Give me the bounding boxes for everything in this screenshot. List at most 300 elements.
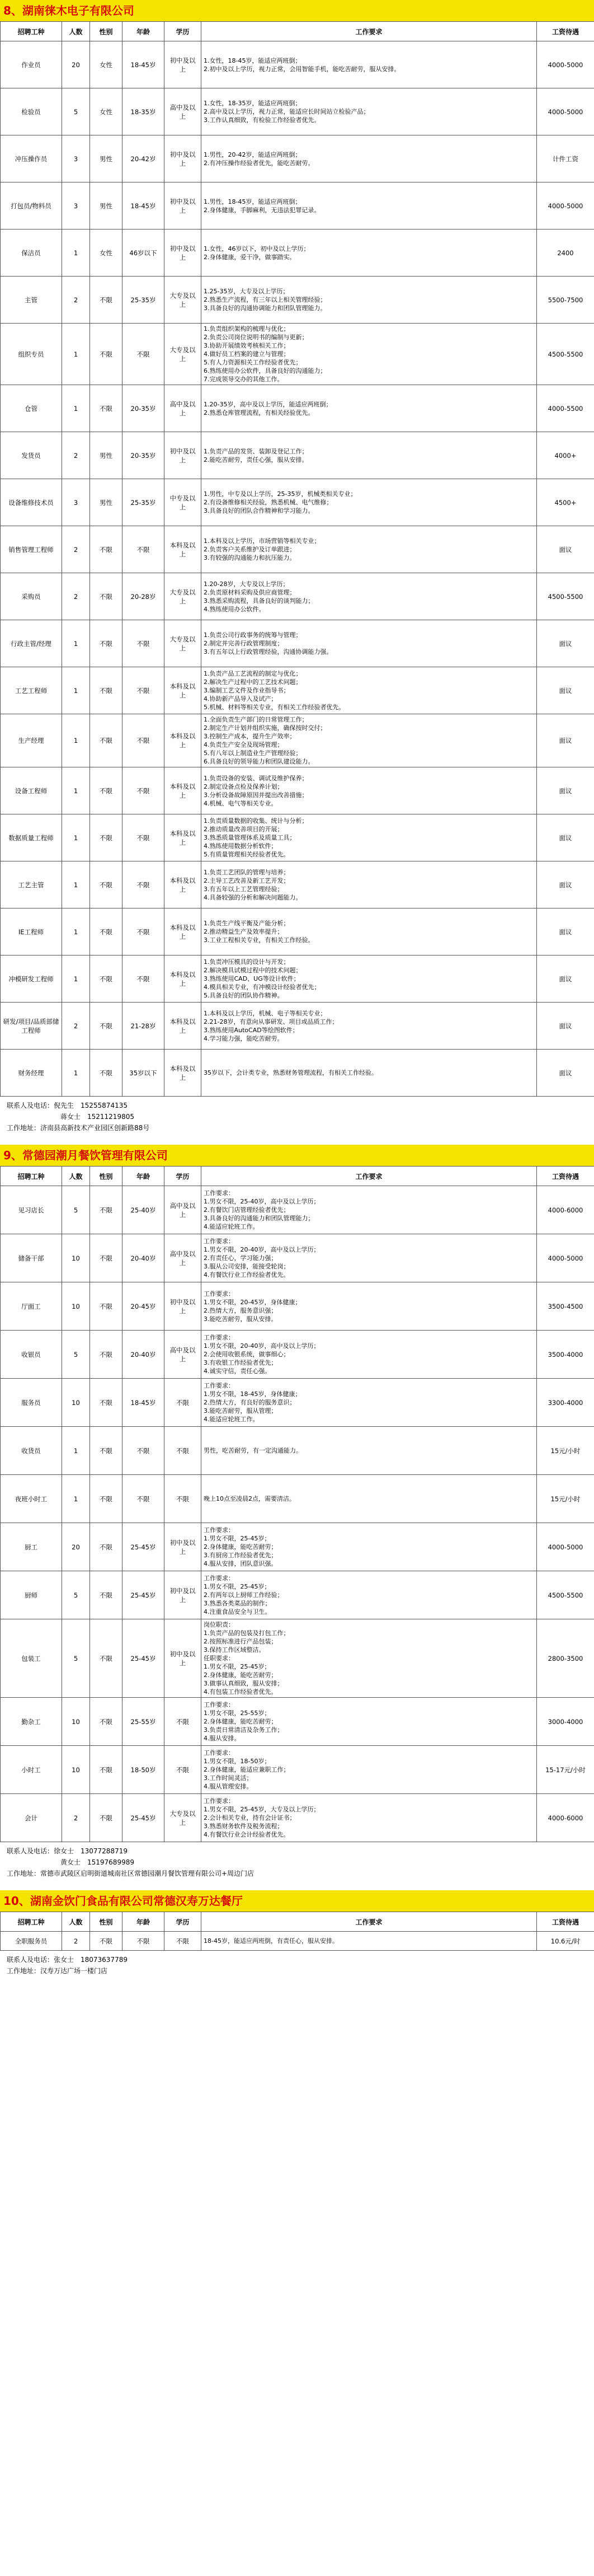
job-title-cell: 销售管理工程师 (1, 526, 62, 573)
headcount-cell: 1 (62, 956, 90, 1003)
education-cell: 初中及以上 (164, 135, 201, 182)
job-title-cell: 冲压操作员 (1, 135, 62, 182)
gender-cell: 不限 (90, 1475, 122, 1523)
salary-cell: 4500-5500 (537, 324, 594, 385)
education-cell: 初中及以上 (164, 1523, 201, 1571)
age-cell: 25-55岁 (122, 1698, 164, 1746)
job-title-cell: 采购员 (1, 573, 62, 620)
job-title-cell: 全职服务员 (1, 1932, 62, 1951)
job-title-cell: 工艺主管 (1, 861, 62, 908)
salary-cell: 4500-5500 (537, 1571, 594, 1619)
salary-cell: 4500+ (537, 479, 594, 526)
contact-info-9: 联系人及电话：徐女士 13077288719 黄女士 15197689989 工作地址：常德市武陵区启明街道城南社区常德园潮月餐饮管理有限公司+周边门店 (7, 1847, 254, 1877)
column-header: 性别 (90, 1167, 122, 1186)
table-header-row (1, 1167, 594, 1186)
job-title-cell: 主管 (1, 277, 62, 324)
requirements-cell: 18-45岁，能适应两班倒，有责任心，服从安排。 (201, 1932, 537, 1951)
table-row (1, 1427, 594, 1475)
requirements-cell: 工作要求： 1.男女不限，25-45岁，大专及以上学历； 2.会计相关专业，持有会计证书； 3.熟悉财务软件及税务流程； 4.有餐饮行业会计经验者优先。 (201, 1794, 537, 1842)
education-cell: 不限 (164, 1379, 201, 1427)
table-row (1, 667, 594, 714)
age-cell: 25-45岁 (122, 1571, 164, 1619)
education-cell: 高中及以上 (164, 1331, 201, 1379)
gender-cell: 不限 (90, 620, 122, 667)
headcount-cell: 2 (62, 1932, 90, 1951)
requirements-cell: 工作要求： 1.男女不限，20-40岁，高中及以上学历； 2.会使用收银系统，做事细心； 3.有收银工作经验者优先； 4.诚实守信，责任心强。 (201, 1331, 537, 1379)
education-cell: 初中及以上 (164, 230, 201, 277)
age-cell: 46岁以下 (122, 230, 164, 277)
gender-cell: 不限 (90, 1234, 122, 1282)
job-title-cell: 见习店长 (1, 1186, 62, 1234)
age-cell: 21-28岁 (122, 1003, 164, 1050)
requirements-cell: 工作要求： 1.男女不限，25-45岁； 2.有两年以上厨师工作经验； 3.熟悉各类菜品的制作； 4.注重食品安全与卫生。 (201, 1571, 537, 1619)
age-cell: 不限 (122, 1427, 164, 1475)
table-row (1, 1050, 594, 1097)
salary-cell: 4000-6000 (537, 1186, 594, 1234)
education-cell: 不限 (164, 1427, 201, 1475)
education-cell: 初中及以上 (164, 432, 201, 479)
gender-cell: 男性 (90, 135, 122, 182)
job-title-cell: 冲模研发工程师 (1, 956, 62, 1003)
headcount-cell: 10 (62, 1698, 90, 1746)
requirements-cell: 1.负责产品工艺流程的制定与优化； 2.解决生产过程中的工艺技术问题； 3.编制工艺文件及作业指导书； 4.协助新产品导入及试产； 5.机械、材料等相关专业，有相关工作经验者优先。 (201, 667, 537, 714)
gender-cell: 不限 (90, 1003, 122, 1050)
job-title-cell: 厨师 (1, 1571, 62, 1619)
education-cell: 高中及以上 (164, 88, 201, 135)
column-header: 工资待遇 (537, 1167, 594, 1186)
gender-cell: 男性 (90, 479, 122, 526)
gender-cell: 女性 (90, 88, 122, 135)
section-title-8: 8、湖南徕木电子有限公司 (0, 0, 594, 21)
column-header: 工作要求 (201, 1167, 537, 1186)
table-row (1, 324, 594, 385)
job-title-cell: 保洁员 (1, 230, 62, 277)
headcount-cell: 5 (62, 1186, 90, 1234)
requirements-cell: 工作要求： 1.男女不限，18-50岁； 2.身体健康，能适应兼职工作； 3.工作时间灵活； 4.服从管理安排。 (201, 1746, 537, 1794)
salary-cell: 面议 (537, 861, 594, 908)
requirements-cell: 1.女性，18-45岁，能适应两班倒； 2.初中及以上学历，视力正常，会用智能手机，能吃苦耐劳，服从安排。 (201, 41, 537, 88)
requirements-cell: 工作要求： 1.男女不限，25-55岁； 2.身体健康，能吃苦耐劳； 3.负责日常清洁及杂务工作； 4.服从安排。 (201, 1698, 537, 1746)
table-row (1, 1186, 594, 1234)
table-row (1, 1794, 594, 1842)
age-cell: 20-40岁 (122, 1234, 164, 1282)
job-title-cell: 收银员 (1, 1331, 62, 1379)
table-row (1, 385, 594, 432)
requirements-cell: 1.负责组织架构的梳理与优化； 2.负责公司岗位说明书的编制与更新； 3.协助开展绩效考核相关工作； 4.做好员工档案的建立与管理； 5.有人力资源相关工作经验者优先； 6.熟练使用办公软件，具备良好的沟通能力； 7.完成领导交办的其他工作。 (201, 324, 537, 385)
salary-cell: 面议 (537, 667, 594, 714)
headcount-cell: 20 (62, 1523, 90, 1571)
gender-cell: 不限 (90, 1427, 122, 1475)
salary-cell: 面议 (537, 767, 594, 814)
column-header: 招聘工种 (1, 1912, 62, 1932)
headcount-cell: 1 (62, 767, 90, 814)
education-cell: 高中及以上 (164, 1186, 201, 1234)
education-cell: 大专及以上 (164, 324, 201, 385)
table-row (1, 1331, 594, 1379)
job-title-cell: 小时工 (1, 1746, 62, 1794)
table-row (1, 1475, 594, 1523)
headcount-cell: 1 (62, 385, 90, 432)
salary-cell: 3300-4000 (537, 1379, 594, 1427)
salary-cell: 4000-5000 (537, 1234, 594, 1282)
gender-cell: 不限 (90, 1746, 122, 1794)
salary-cell: 15元/小时 (537, 1475, 594, 1523)
salary-cell: 4000+ (537, 432, 594, 479)
requirements-cell: 工作要求： 1.男女不限，20-40岁，高中及以上学历； 2.有责任心，学习能力强； 3.服从公司安排，能接受轮岗； 4.有餐饮行业工作经验者优先。 (201, 1234, 537, 1282)
table-row (1, 1003, 594, 1050)
job-title-cell: 包装工 (1, 1619, 62, 1698)
table-row (1, 432, 594, 479)
table-row (1, 767, 594, 814)
education-cell: 不限 (164, 1475, 201, 1523)
salary-cell: 4500-5500 (537, 573, 594, 620)
requirements-cell: 1.女性，46岁以下，初中及以上学历； 2.身体健康，爱干净，做事踏实。 (201, 230, 537, 277)
job-title-cell: 行政主管/经理 (1, 620, 62, 667)
gender-cell: 不限 (90, 1571, 122, 1619)
age-cell: 18-45岁 (122, 41, 164, 88)
job-title-cell: 勤杂工 (1, 1698, 62, 1746)
headcount-cell: 1 (62, 230, 90, 277)
gender-cell: 不限 (90, 767, 122, 814)
age-cell: 18-50岁 (122, 1746, 164, 1794)
headcount-cell: 5 (62, 1619, 90, 1698)
salary-cell: 3500-4500 (537, 1282, 594, 1331)
table-row (1, 230, 594, 277)
headcount-cell: 3 (62, 479, 90, 526)
education-cell: 初中及以上 (164, 41, 201, 88)
salary-cell: 面议 (537, 714, 594, 767)
gender-cell: 不限 (90, 385, 122, 432)
job-title-cell: 组织专员 (1, 324, 62, 385)
headcount-cell: 10 (62, 1234, 90, 1282)
headcount-cell: 1 (62, 1427, 90, 1475)
age-cell: 25-35岁 (122, 479, 164, 526)
education-cell: 本科及以上 (164, 861, 201, 908)
education-cell: 不限 (164, 1746, 201, 1794)
gender-cell: 不限 (90, 1282, 122, 1331)
age-cell: 不限 (122, 667, 164, 714)
age-cell: 不限 (122, 814, 164, 861)
salary-cell: 4000-5000 (537, 1523, 594, 1571)
salary-cell: 4000-5500 (537, 385, 594, 432)
age-cell: 25-40岁 (122, 1186, 164, 1234)
gender-cell: 不限 (90, 1794, 122, 1842)
salary-cell: 4000-5000 (537, 88, 594, 135)
headcount-cell: 3 (62, 182, 90, 230)
gender-cell: 女性 (90, 41, 122, 88)
requirements-cell: 工作要求： 1.男女不限，25-40岁，高中及以上学历； 2.有餐饮门店管理经验者优先； 3.具备良好的沟通能力和团队管理能力； 4.能适应轮班工作。 (201, 1186, 537, 1234)
job-title-cell: 数据质量工程师 (1, 814, 62, 861)
age-cell: 不限 (122, 324, 164, 385)
column-header: 学历 (164, 22, 201, 41)
salary-cell: 15元/小时 (537, 1427, 594, 1475)
requirements-cell: 1.负责冲压模具的设计与开发； 2.解决模具试模过程中的技术问题； 3.熟练使用CAD、UG等设计软件； 4.模具相关专业，有冲模设计经验者优先； 5.具备良好的团队协作精神。 (201, 956, 537, 1003)
job-title-cell: 收货员 (1, 1427, 62, 1475)
age-cell: 25-45岁 (122, 1523, 164, 1571)
headcount-cell: 1 (62, 324, 90, 385)
headcount-cell: 20 (62, 41, 90, 88)
salary-cell: 面议 (537, 814, 594, 861)
job-title-cell: 研发/项目/品质部储工程师 (1, 1003, 62, 1050)
column-header: 性别 (90, 1912, 122, 1932)
jobs-table-9 (0, 1166, 594, 1842)
headcount-cell: 2 (62, 1794, 90, 1842)
requirements-cell: 1.男性，18-45岁，能适应两班倒； 2.身体健康，手脚麻利，无违法犯罪记录。 (201, 182, 537, 230)
job-title-cell: 发货员 (1, 432, 62, 479)
salary-cell: 4000-5000 (537, 41, 594, 88)
requirements-cell: 1.本科及以上学历，机械、电子等相关专业； 2.21-28岁，有意向从事研发、项目或品质工作； 3.熟练使用AutoCAD等绘图软件； 4.学习能力强，能吃苦耐劳。 (201, 1003, 537, 1050)
requirements-cell: 男性，吃苦耐劳，有一定沟通能力。 (201, 1427, 537, 1475)
salary-cell: 面议 (537, 908, 594, 956)
table-row (1, 1746, 594, 1794)
age-cell: 20-35岁 (122, 432, 164, 479)
age-cell: 不限 (122, 767, 164, 814)
gender-cell: 不限 (90, 1932, 122, 1951)
table-row (1, 714, 594, 767)
education-cell: 大专及以上 (164, 620, 201, 667)
age-cell: 不限 (122, 861, 164, 908)
education-cell: 初中及以上 (164, 1619, 201, 1698)
gender-cell: 女性 (90, 230, 122, 277)
table-row (1, 41, 594, 88)
requirements-cell: 1.负责工艺团队的管理与培养； 2.主导工艺改善及新工艺开发； 3.有五年以上工艺管理经验； 4.具备较强的分析和解决问题能力。 (201, 861, 537, 908)
age-cell: 不限 (122, 956, 164, 1003)
headcount-cell: 1 (62, 908, 90, 956)
section-title-10: 10、湖南金饮门食品有限公司常德汉寿万达餐厅 (0, 1890, 594, 1912)
table-row (1, 1571, 594, 1619)
headcount-cell: 1 (62, 814, 90, 861)
gender-cell: 不限 (90, 1050, 122, 1097)
age-cell: 20-42岁 (122, 135, 164, 182)
requirements-cell: 35岁以下，会计类专业，熟悉财务管理流程，有相关工作经验。 (201, 1050, 537, 1097)
age-cell: 20-40岁 (122, 1331, 164, 1379)
headcount-cell: 1 (62, 714, 90, 767)
column-header: 工资待遇 (537, 22, 594, 41)
column-header: 年龄 (122, 1167, 164, 1186)
education-cell: 本科及以上 (164, 714, 201, 767)
table-row (1, 620, 594, 667)
column-header: 人数 (62, 22, 90, 41)
education-cell: 本科及以上 (164, 1050, 201, 1097)
job-title-cell: 会计 (1, 1794, 62, 1842)
headcount-cell: 5 (62, 1571, 90, 1619)
gender-cell: 不限 (90, 908, 122, 956)
requirements-cell: 1.全面负责生产部门的日常管理工作； 2.制定生产计划并组织实施，确保按时交付； 3.控制生产成本，提升生产效率； 4.负责生产安全及现场管理； 5.有八年以上制造业生产管理经验； 6.具备良好的领导能力和团队建设能力。 (201, 714, 537, 767)
age-cell: 25-45岁 (122, 1794, 164, 1842)
gender-cell: 不限 (90, 1331, 122, 1379)
gender-cell: 不限 (90, 1379, 122, 1427)
salary-cell: 面议 (537, 620, 594, 667)
headcount-cell: 1 (62, 1050, 90, 1097)
job-title-cell: 财务经理 (1, 1050, 62, 1097)
column-header: 工作要求 (201, 22, 537, 41)
headcount-cell: 10 (62, 1379, 90, 1427)
requirements-cell: 1.女性，18-35岁，能适应两班倒； 2.高中及以上学历，视力正常，能适应长时间站立检验产品； 3.工作认真细致，有检验工作经验者优先。 (201, 88, 537, 135)
age-cell: 25-35岁 (122, 277, 164, 324)
headcount-cell: 5 (62, 1331, 90, 1379)
job-title-cell: 作业员 (1, 41, 62, 88)
salary-cell: 面议 (537, 956, 594, 1003)
table-row (1, 956, 594, 1003)
salary-cell: 2400 (537, 230, 594, 277)
contact-info-10: 联系人及电话：张女士 18073637789 工作地址：汉寿万达广场一楼门店 (7, 1956, 128, 1975)
requirements-cell: 晚上10点至凌晨2点，需要清洁。 (201, 1475, 537, 1523)
age-cell: 20-45岁 (122, 1282, 164, 1331)
gender-cell: 不限 (90, 1698, 122, 1746)
column-header: 年龄 (122, 22, 164, 41)
column-header: 工作要求 (201, 1912, 537, 1932)
table-row (1, 1523, 594, 1571)
gender-cell: 不限 (90, 1619, 122, 1698)
gender-cell: 不限 (90, 667, 122, 714)
education-cell: 本科及以上 (164, 956, 201, 1003)
education-cell: 本科及以上 (164, 1003, 201, 1050)
education-cell: 本科及以上 (164, 526, 201, 573)
requirements-cell: 1.本科及以上学历，市场营销等相关专业； 2.负责客户关系维护及订单跟进； 3.有较强的沟通能力和抗压能力。 (201, 526, 537, 573)
table-row (1, 526, 594, 573)
gender-cell: 不限 (90, 956, 122, 1003)
gender-cell: 不限 (90, 714, 122, 767)
table-header-row (1, 1912, 594, 1932)
gender-cell: 不限 (90, 861, 122, 908)
age-cell: 20-35岁 (122, 385, 164, 432)
job-title-cell: 工艺工程师 (1, 667, 62, 714)
requirements-cell: 1.男性，中专及以上学历，25-35岁，机械类相关专业； 2.有设备维修相关经验，熟悉机械、电气维修； 3.具备良好的团队合作精神和学习能力。 (201, 479, 537, 526)
column-header: 工资待遇 (537, 1912, 594, 1932)
headcount-cell: 2 (62, 277, 90, 324)
education-cell: 不限 (164, 1932, 201, 1951)
education-cell: 本科及以上 (164, 814, 201, 861)
table-row (1, 1932, 594, 1951)
age-cell: 25-45岁 (122, 1619, 164, 1698)
headcount-cell: 1 (62, 861, 90, 908)
contact-info-8: 联系人及电话：倪先生 15255874135 蒋女士 15211219805 工作地址：济南县高新技术产业园区创新路88号 (7, 1102, 150, 1132)
headcount-cell: 5 (62, 88, 90, 135)
gender-cell: 不限 (90, 277, 122, 324)
column-header: 性别 (90, 22, 122, 41)
table-row (1, 182, 594, 230)
gender-cell: 不限 (90, 1186, 122, 1234)
table-header-row (1, 22, 594, 41)
gender-cell: 不限 (90, 1523, 122, 1571)
table-row (1, 1282, 594, 1331)
education-cell: 高中及以上 (164, 385, 201, 432)
gender-cell: 不限 (90, 814, 122, 861)
salary-cell: 15-17元/小时 (537, 1746, 594, 1794)
requirements-cell: 1.负责生产线平衡及产能分析； 2.推动精益生产及效率提升； 3.工业工程相关专业，有相关工作经验。 (201, 908, 537, 956)
requirements-cell: 工作要求： 1.男女不限，25-45岁； 2.身体健康，能吃苦耐劳； 3.有厨房工作经验者优先； 4.服从安排，团队意识强。 (201, 1523, 537, 1571)
requirements-cell: 工作要求： 1.男女不限，18-45岁，身体健康； 2.热情大方，有良好的服务意识； 3.能吃苦耐劳，服从管理； 4.能适应轮班工作。 (201, 1379, 537, 1427)
salary-cell: 计件工资 (537, 135, 594, 182)
requirements-cell: 工作要求： 1.男女不限，20-45岁，身体健康； 2.热情大方，服务意识强； 3.能吃苦耐劳，服从安排。 (201, 1282, 537, 1331)
salary-cell: 4000-5000 (537, 182, 594, 230)
requirements-cell: 1.负责公司行政事务的统筹与管理； 2.制定并完善行政管理制度； 3.有五年以上行政管理经验，沟通协调能力强。 (201, 620, 537, 667)
salary-cell: 5500-7500 (537, 277, 594, 324)
requirements-cell: 1.负责质量数据的收集、统计与分析； 2.推动质量改善项目的开展； 3.熟悉质量管理体系及质量工具； 4.熟练使用数据分析软件； 5.有质量管理相关经验者优先。 (201, 814, 537, 861)
gender-cell: 不限 (90, 573, 122, 620)
age-cell: 20-28岁 (122, 573, 164, 620)
table-row (1, 908, 594, 956)
gender-cell: 不限 (90, 324, 122, 385)
age-cell: 18-45岁 (122, 1379, 164, 1427)
salary-cell: 10.6元/时 (537, 1932, 594, 1951)
headcount-cell: 3 (62, 135, 90, 182)
job-title-cell: 仓管 (1, 385, 62, 432)
column-header: 学历 (164, 1167, 201, 1186)
education-cell: 中专及以上 (164, 479, 201, 526)
headcount-cell: 2 (62, 526, 90, 573)
column-header: 学历 (164, 1912, 201, 1932)
headcount-cell: 1 (62, 1475, 90, 1523)
education-cell: 本科及以上 (164, 667, 201, 714)
job-title-cell: 厨工 (1, 1523, 62, 1571)
age-cell: 不限 (122, 714, 164, 767)
education-cell: 大专及以上 (164, 277, 201, 324)
table-row (1, 573, 594, 620)
education-cell: 大专及以上 (164, 1794, 201, 1842)
job-title-cell: 生产经理 (1, 714, 62, 767)
salary-cell: 面议 (537, 526, 594, 573)
age-cell: 35岁以下 (122, 1050, 164, 1097)
job-title-cell: 服务员 (1, 1379, 62, 1427)
requirements-cell: 1.男性，20-42岁，能适应两班倒； 2.有冲压操作经验者优先，能吃苦耐劳。 (201, 135, 537, 182)
section-title-9: 9、常德园潮月餐饮管理有限公司 (0, 1145, 594, 1166)
column-header: 招聘工种 (1, 22, 62, 41)
job-title-cell: 夜班小时工 (1, 1475, 62, 1523)
table-row (1, 135, 594, 182)
education-cell: 不限 (164, 1698, 201, 1746)
age-cell: 不限 (122, 620, 164, 667)
gender-cell: 不限 (90, 526, 122, 573)
jobs-table-8 (0, 21, 594, 1097)
education-cell: 初中及以上 (164, 1282, 201, 1331)
education-cell: 大专及以上 (164, 573, 201, 620)
headcount-cell: 10 (62, 1746, 90, 1794)
education-cell: 本科及以上 (164, 908, 201, 956)
job-title-cell: 设备维修技术员 (1, 479, 62, 526)
gender-cell: 男性 (90, 432, 122, 479)
job-title-cell: 打包员/物料员 (1, 182, 62, 230)
table-row (1, 861, 594, 908)
salary-cell: 2800-3500 (537, 1619, 594, 1698)
job-title-cell: 储备干部 (1, 1234, 62, 1282)
column-header: 人数 (62, 1912, 90, 1932)
table-row (1, 277, 594, 324)
table-row (1, 1234, 594, 1282)
requirements-cell: 1.负责产品的发货、装卸及登记工作； 2.能吃苦耐劳，责任心强，服从安排。 (201, 432, 537, 479)
table-row (1, 814, 594, 861)
headcount-cell: 1 (62, 667, 90, 714)
education-cell: 高中及以上 (164, 1234, 201, 1282)
table-row (1, 479, 594, 526)
salary-cell: 面议 (537, 1050, 594, 1097)
salary-cell: 面议 (537, 1003, 594, 1050)
requirements-cell: 1.20-28岁，大专及以上学历； 2.负责原材料采购及供应商管理； 3.熟悉采购流程，具备良好的谈判能力； 4.熟练使用办公软件。 (201, 573, 537, 620)
requirements-cell: 1.负责设备的安装、调试及维护保养； 2.制定设备点检及保养计划； 3.分析设备故障原因并提出改善措施； 4.机械、电气等相关专业。 (201, 767, 537, 814)
table-row (1, 88, 594, 135)
job-title-cell: 厅面工 (1, 1282, 62, 1331)
column-header: 招聘工种 (1, 1167, 62, 1186)
column-header: 年龄 (122, 1912, 164, 1932)
age-cell: 不限 (122, 908, 164, 956)
headcount-cell: 2 (62, 573, 90, 620)
salary-cell: 3000-4000 (537, 1698, 594, 1746)
salary-cell: 3500-4000 (537, 1331, 594, 1379)
column-header: 人数 (62, 1167, 90, 1186)
headcount-cell: 10 (62, 1282, 90, 1331)
requirements-cell: 1.25-35岁，大专及以上学历； 2.熟悉生产流程，有三年以上相关管理经验； 3.具备良好的沟通协调能力和团队管理能力。 (201, 277, 537, 324)
requirements-cell: 1.20-35岁，高中及以上学历，能适应两班倒； 2.熟悉仓库管理流程，有相关经验优先。 (201, 385, 537, 432)
